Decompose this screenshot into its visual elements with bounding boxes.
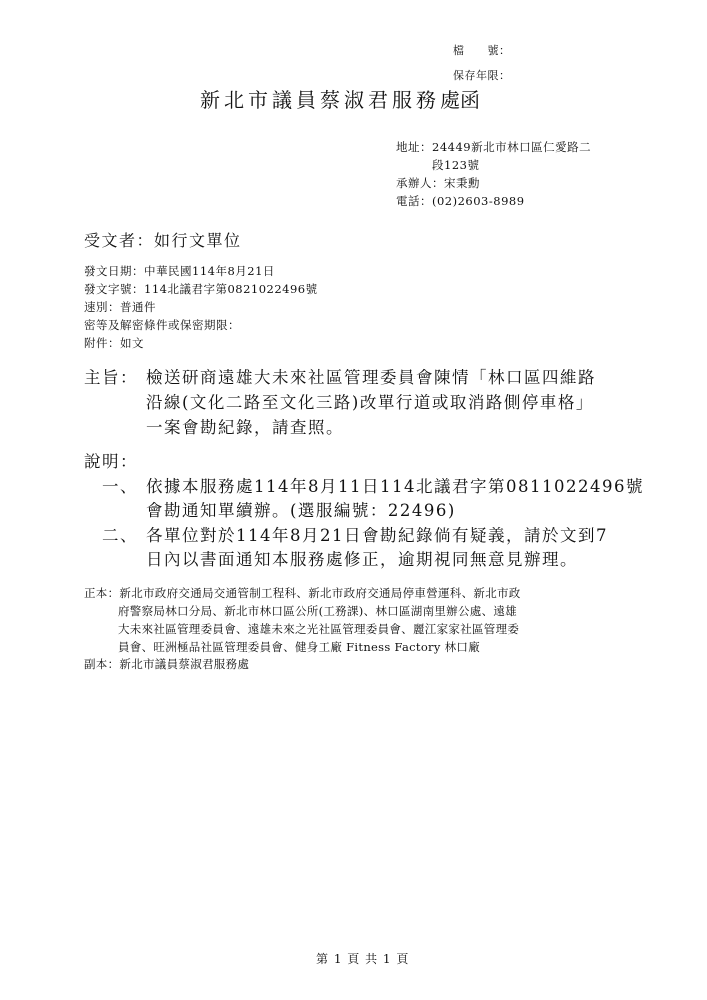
- document-title: 新北市議員蔡淑君服務處: [200, 88, 464, 112]
- item-marker: 一、: [102, 477, 138, 496]
- attachment: 附件：如文: [84, 336, 144, 350]
- original-recipients-line: 大未來社區管理委員會、遠雄未來之光社區管理委員會、麗江家家社區管理委: [118, 622, 520, 636]
- subject-line: 檢送研商遠雄大未來社區管理委員會陳情「林口區四維路: [146, 368, 596, 387]
- subject-label: 主旨：: [84, 368, 138, 387]
- explanation-item-line: 各單位對於114年8月21日會勘紀錄倘有疑義，請於文到7: [146, 526, 608, 545]
- subject-line: 一案會勘紀錄，請查照。: [146, 418, 344, 437]
- original-recipients-line: 府警察局林口分局、新北市林口區公所(工務課)、林口區湖南里辦公處、遠雄: [118, 604, 517, 618]
- page-number: 第 1 頁 共 1 頁: [316, 952, 410, 966]
- secrecy-level: 密等及解密條件或保密期限：: [84, 318, 240, 332]
- explanation-label: 說明：: [84, 452, 138, 471]
- original-recipients-line: 正本：新北市政府交通局交通管制工程科、新北市政府交通局停車營運科、新北市政: [84, 586, 521, 600]
- reference-number: 發文字號：114北議君字第0821022496號: [84, 282, 318, 296]
- address-line-1: 地址：24449新北市林口區仁愛路二: [396, 140, 592, 154]
- delivery-speed: 速別：普通件: [84, 300, 156, 314]
- issue-date: 發文日期：中華民國114年8月21日: [84, 264, 275, 278]
- retention-period-label: 保存年限：: [453, 69, 511, 82]
- file-number-label: 檔 號：: [453, 44, 511, 57]
- document-type: 函: [460, 88, 484, 112]
- phone: 電話：(02)2603-8989: [396, 194, 525, 208]
- original-recipients-line: 員會、旺洲極品社區管理委員會、健身工廠 Fitness Factory 林口廠: [118, 640, 480, 654]
- handler: 承辦人：宋秉勳: [396, 176, 480, 190]
- explanation-item-line: 依據本服務處114年8月11日114北議君字第0811022496號: [146, 477, 644, 496]
- address-line-2: 段123號: [432, 158, 480, 172]
- explanation-item-line: 會勘通知單續辦。(選服編號：22496): [146, 501, 456, 520]
- explanation-item-line: 日內以書面通知本服務處修正，逾期視同無意見辦理。: [146, 550, 578, 569]
- copy-recipients: 副本：新北市議員蔡淑君服務處: [84, 657, 250, 671]
- item-marker: 二、: [102, 526, 138, 545]
- subject-line: 沿線(文化二路至文化三路)改單行道或取消路側停車格」: [146, 393, 594, 412]
- recipient: 受文者：如行文單位: [84, 231, 242, 250]
